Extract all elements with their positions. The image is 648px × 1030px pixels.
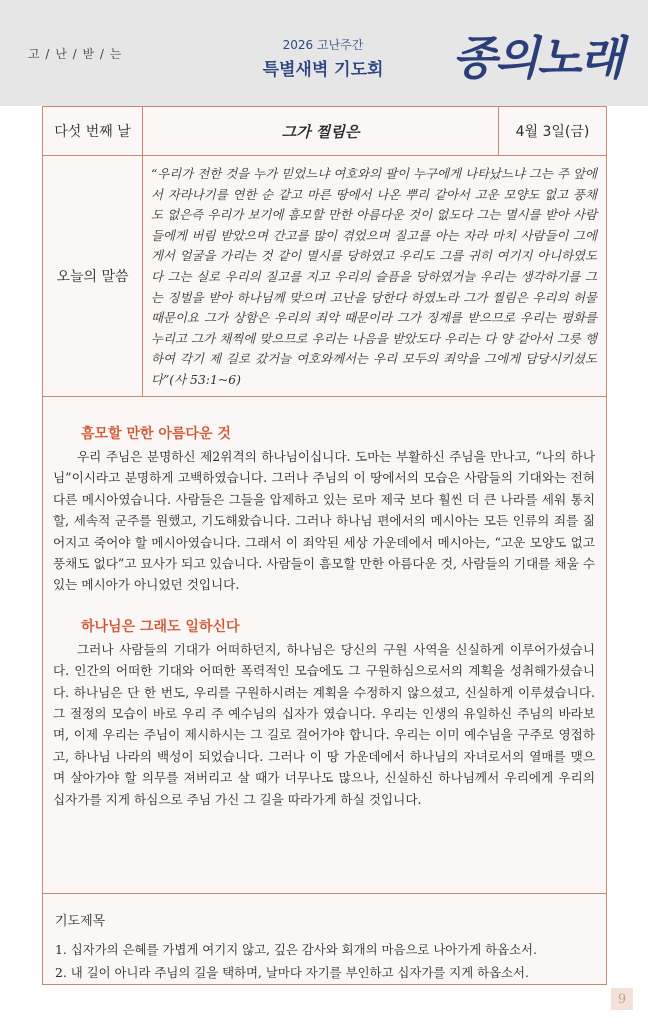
- event-subtitle: 2026 고난주간: [282, 38, 364, 52]
- brand-logo: 종의노래: [452, 31, 622, 85]
- prayer-item: 1. 십자가의 은혜를 가볍게 여기지 않고, 깊은 감사와 회개의 마음으로 나아가게 하옵소서.: [55, 942, 537, 957]
- page-header: [0, 0, 648, 106]
- prayer-title: 기도제목: [55, 914, 106, 929]
- devotional-table: [42, 106, 607, 985]
- meditation-body: [53, 423, 595, 810]
- meditation-row: [43, 396, 606, 893]
- prayer-item: 2. 내 길이 아니라 주님의 길을 택하며, 날마다 자기를 부인하고 십자가를 지게 하옵소서.: [55, 965, 529, 980]
- section-heading: 하나님은 그래도 일하신다: [81, 618, 240, 635]
- sermon-title: 그가 찔림은: [143, 107, 499, 155]
- section-paragraph: 우리 주님은 분명하신 제2위격의 하나님이십니다. 도마는 부활하신 주님을 만나고, “나의 하나님”이시라고 분명하게 고백하였습니다. 그러나 주님의 이 땅에서의 모습은 사람들의 기대와는 전혀 다른 메시아였습니다. 사람들은 그들을 압제하고 있는 로마 제국 보다 훨씬 더 큰 나라를 세워 통치할, 세속적 군주를 원했고, 기도해왔습니다. 그러나 하나님 편에서의 메시아는 모든 인류의 죄를 짊어지고 죽어야 할 메시아였습니다. 그래서 이 죄악된 세상 가운데에서 메시아는, “고운 모양도 없고 풍채도 없다”고 묘사가 되고 있습니다. 사람들이 흠모할 만한 아름다운 것, 사람들의 기대를 채울 수 있는 메시아가 아니었던 것입니다.: [53, 449, 595, 593]
- scripture-label: 오늘의 말씀: [43, 156, 143, 396]
- prayer-list: [55, 938, 595, 984]
- page-number: 9: [611, 988, 633, 1010]
- scripture-row: [43, 155, 606, 396]
- prayer-row: [43, 893, 606, 984]
- date-label: 4월 3일(금): [515, 124, 590, 140]
- day-label: 다섯 번째 날: [43, 107, 143, 155]
- info-row: [43, 106, 606, 155]
- series-label: 고 / 난 / 받 / 는: [28, 47, 123, 61]
- event-title-block: [228, 36, 418, 80]
- section-heading: 흠모할 만한 아름다운 것: [81, 426, 231, 442]
- event-title: 특별새벽 기도회: [262, 60, 384, 80]
- section-paragraph: 그러나 사람들의 기대가 어떠하던지, 하나님은 당신의 구원 사역을 신실하게 이루어가셨습니다. 인간의 어떠한 기대와 어떠한 폭력적인 모습에도 그 구원하심으로서의 계획을 성취해가셨습니다. 하나님은 단 한 번도, 우리를 구원하시려는 계획을 수정하지 않으셨고, 신실하게 이루셨습니다. 그 절정의 모습이 바로 우리 주 예수님의 십자가 였습니다. 우리는 인생의 유일하신 주님의 바라보며, 이제 우리는 주님이 제시하시는 그 길로 걸어가야 합니다. 우리는 이미 예수님을 구주로 영접하고, 하나님 나라의 백성이 되었습니다. 그러나 이 땅 가운데에서 하나님의 자녀로서의 열매를 맺으며 살아가야 할 의무를 져버리고 살 때가 너무나도 많으나, 신실하신 하나님께서 우리에게 우리의 십자가를 지게 하심으로 주님 가신 그 길을 따라가게 하실 것입니다.: [53, 641, 595, 807]
- scripture-text: “우리가 전한 것을 누가 믿었느냐 여호와의 팔이 누구에게 나타났느냐 그는 주 앞에서 자라나기를 연한 순 같고 마른 땅에서 나온 뿌리 같아서 고운 모양도 없고 풍채도 없은즉 우리가 보기에 흠모할 만한 아름다운 것이 없도다 그는 멸시를 받아 사람들에게 버림 받았으며 간고를 많이 겪었으며 질고를 아는 자라 마치 사람들이 그에게서 얼굴을 가리는 것 같이 멸시를 당하였고 우리도 그를 귀히 여기지 아니하였도다 그는 실로 우리의 질고를 지고 우리의 슬픔을 당하였거늘 우리는 생각하기를 그는 징벌을 받아 하나님께 맞으며 고난을 당한다 하였노라 그가 찔림은 우리의 허물 때문이요 그가 상함은 우리의 죄악 때문이라 그가 징계를 받으므로 우리는 평화를 누리고 그가 채찍에 맞으므로 우리는 나음을 받았도다 우리는 다 양 같아서 그릇 행하여 각기 제 길로 갔거늘 여호와께서는 우리 모두의 죄악을 그에게 담당시키셨도다”(사 53:1~6): [151, 166, 597, 387]
